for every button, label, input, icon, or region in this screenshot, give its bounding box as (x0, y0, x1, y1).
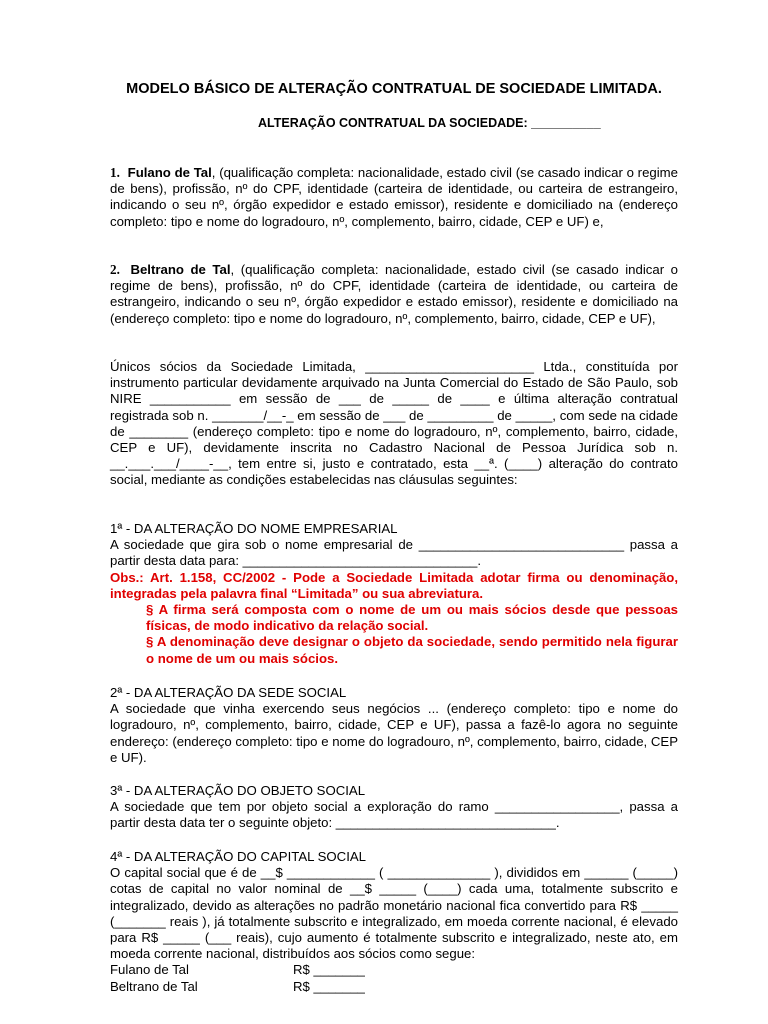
preamble-text: Únicos sócios da Sociedade Limitada, _______________________ Ltda., constituída por instrumento particular devidamente arquivado na Junta Comercial do Estado de São Paulo, sob NIRE ___________ em sessão de ___ de _____ de ____ e última alteração contratual registrada sob n. _______/__-_ em sessão de ___ de _________ de _____, com sede na cidade de ________ (endereço completo: tipo e nome do logradouro, nº, complemento, bairro, cidade, CEP e UF), devidamente inscrita no Cadastro Nacional de Pessoa Jurídica sob n. __.___.___/____-__, tem entre si, justo e contratado, esta __ª. (____) alteração do contrato social, mediante as condições estabelecidas nas cláusulas seguintes: (110, 359, 678, 488)
clause-1 (110, 521, 678, 667)
capital-row-value: R$ _______ (293, 962, 365, 978)
clause-3-heading: 3ª - DA ALTERAÇÃO DO OBJETO SOCIAL (110, 783, 366, 798)
capital-row-value: R$ _______ (293, 978, 365, 994)
preamble-paragraph (110, 359, 678, 489)
clause-4 (110, 849, 678, 995)
clause-2 (110, 685, 678, 766)
partner-2-paragraph (110, 262, 678, 327)
clause-2-text: A sociedade que vinha exercendo seus negócios ... (endereço completo: tipo e nome do logradouro, nº, complemento, bairro, cidade, CEP e UF), passa a fazê-lo agora no seguinte endereço: (endereço completo: tipo e nome do logradouro, nº, complemento, bairro, cidade, CEP e UF). (110, 701, 678, 765)
partner-1-paragraph (110, 165, 678, 230)
clause-1-text: A sociedade que gira sob o nome empresarial de ____________________________ passa a partir desta data para: ________________________________. (110, 537, 678, 569)
clause-1-note-denominacao: § A denominação deve designar o objeto da sociedade, sendo permitido nela figurar o nome de um ou mais sócios. (146, 634, 678, 666)
partner-1-number: 1. (110, 165, 120, 180)
document-title: MODELO BÁSICO DE ALTERAÇÃO CONTRATUAL DE SOCIEDADE LIMITADA. (126, 81, 662, 97)
partner-1-name: Fulano de Tal (127, 165, 212, 180)
partner-2-number: 2. (110, 262, 120, 277)
clause-1-heading: 1ª - DA ALTERAÇÃO DO NOME EMPRESARIAL (110, 521, 398, 536)
capital-row-name: Beltrano de Tal (110, 978, 198, 994)
capital-row-name: Fulano de Tal (110, 962, 189, 978)
clause-4-heading: 4ª - DA ALTERAÇÃO DO CAPITAL SOCIAL (110, 849, 366, 864)
clause-1-note-firma: § A firma será composta com o nome de um ou mais sócios desde que pessoas físicas, de modo indicativo da relação social. (146, 602, 678, 634)
capital-row-beltrano (110, 979, 678, 995)
clause-4-text: O capital social que é de __$ ____________ ( ______________ ), divididos em ______ (_____) cotas de capital no valor nominal de __$ _____ (____) cada uma, totalmente subscrito e integralizado, devido as alterações no padrão monetário nacional fica convertido para R$ _____ (_______ reais ), já totalmente subscrito e integralizado, em moeda corrente nacional, é elevado para R$ _____ (___ reais), cujo aumento é totalmente subscrito e integralizado, neste ato, em moeda corrente nacional, distribuídos aos sócios como segue: (110, 865, 678, 962)
clause-3-text: A sociedade que tem por objeto social a exploração do ramo _________________, passa a partir desta data ter o seguinte objeto: ______________________________. (110, 799, 678, 831)
partner-2-text: , (qualificação completa: nacionalidade, estado civil (se casado indicar o regime de bens), profissão, nº do CPF, identidade (carteira de identidade, ou carteira de estrangeiro, indicando o seu nº, órgão expedidor e estado emissor), residente e domiciliado na (endereço completo: tipo e nome do logradouro, nº, complemento, bairro, cidade, CEP e UF), (110, 262, 678, 326)
clause-3 (110, 783, 678, 832)
partner-1-text: , (qualificação completa: nacionalidade, estado civil (se casado indicar o regime de bens), profissão, nº do CPF, identidade (carteira de identidade, ou carteira de estrangeiro, indicando o seu nº, órgão expedidor e estado emissor), residente e domiciliado na (endereço completo: tipo e nome do logradouro, nº, complemento, bairro, cidade, CEP e UF) e, (110, 165, 678, 229)
clause-2-heading: 2ª - DA ALTERAÇÃO DA SEDE SOCIAL (110, 685, 347, 700)
partner-2-name: Beltrano de Tal (130, 262, 231, 277)
clause-1-obs: Obs.: Art. 1.158, CC/2002 - Pode a Sociedade Limitada adotar firma ou denominação, integradas pela palavra final “Limitada” ou sua abreviatura. (110, 569, 678, 601)
capital-row-fulano (110, 962, 678, 978)
document-subtitle: ALTERAÇÃO CONTRATUAL DA SOCIEDADE: __________ (258, 116, 601, 130)
